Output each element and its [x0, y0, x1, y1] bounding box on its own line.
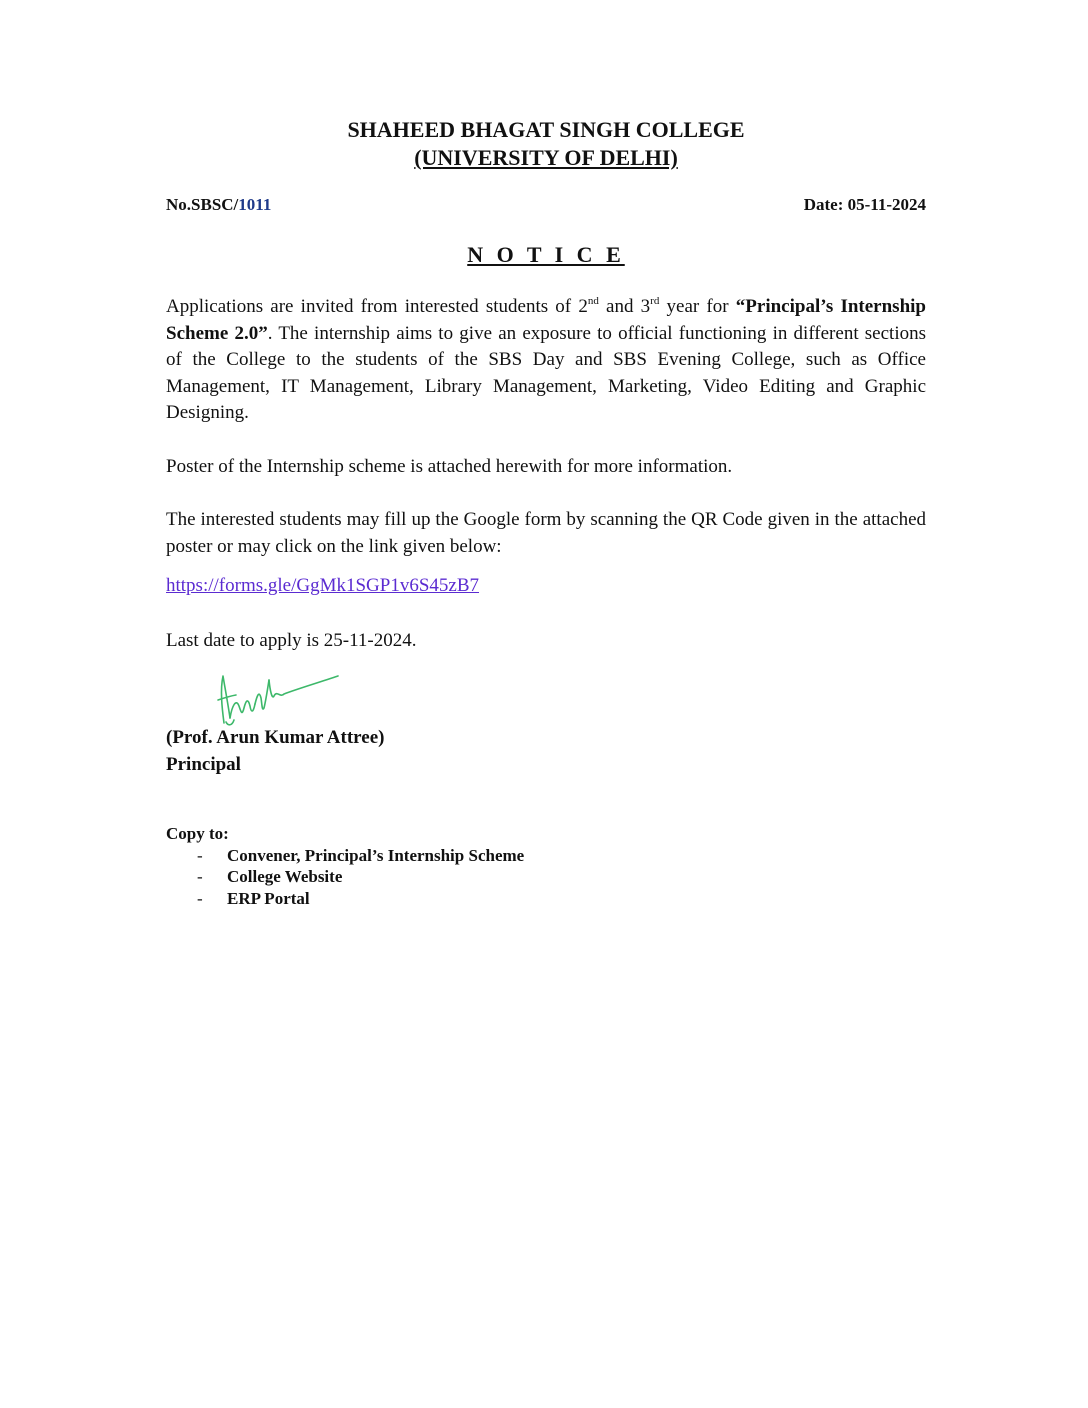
reference-line: [166, 194, 926, 216]
copy-to-item-text: Convener, Principal’s Internship Scheme: [227, 845, 525, 865]
paragraph-applications: [166, 294, 926, 427]
google-form-link[interactable]: https://forms.gle/GgMk1SGP1v6S45zB7: [166, 575, 479, 596]
list-item: - College Website: [197, 867, 343, 886]
p1-text-3: year for: [659, 296, 736, 317]
signatory-designation: Principal: [166, 754, 241, 775]
list-item: - Convener, Principal’s Internship Scheme: [197, 845, 525, 865]
signatory-name: (Prof. Arun Kumar Attree): [166, 727, 385, 748]
copy-to-list: [166, 845, 524, 910]
signature-icon: [214, 668, 344, 728]
copy-to-label: Copy to:: [166, 824, 229, 843]
scheme-name: “Principal’s Internship Scheme 2.0”: [166, 296, 926, 344]
superscript-nd: nd: [587, 295, 599, 307]
copy-to-block: [166, 823, 524, 909]
college-name: SHAHEED BHAGAT SINGH COLLEGE: [347, 117, 745, 142]
superscript-rd: rd: [650, 295, 660, 307]
last-date: Last date to apply is 25-11-2024.: [166, 630, 417, 651]
paragraph-google-form: The interested students may fill up the Google form by scanning the QR Code given in the attached poster or may click on the link given below:: [166, 509, 926, 557]
letterhead: [166, 116, 926, 172]
notice-date: Date: 05-11-2024: [803, 195, 926, 214]
reference-prefix: No.SBSC/: [166, 195, 239, 214]
reference-number: [166, 194, 271, 216]
copy-to-item-text: College Website: [227, 867, 343, 886]
p1-text-4: . The internship aims to give an exposure to official functioning in different sections of the College to the students of the SBS Day and SBS Evening College, such as Office Management, IT Management, Library Management, Marketing, Video Editing and Graphic Designing.: [166, 322, 927, 423]
p1-text-1: Applications are invited from interested students of 2: [166, 296, 588, 317]
p1-text-2: and 3: [598, 296, 651, 317]
reference-serial: 1011: [238, 195, 272, 214]
notice-title: N O T I C E: [467, 242, 625, 267]
signatory-block: [166, 724, 384, 778]
paragraph-poster: Poster of the Internship scheme is attached herewith for more information.: [166, 456, 733, 477]
university-name: (UNIVERSITY OF DELHI): [414, 145, 678, 170]
copy-to-item-text: ERP Portal: [227, 888, 310, 908]
list-item: - ERP Portal: [197, 888, 310, 908]
